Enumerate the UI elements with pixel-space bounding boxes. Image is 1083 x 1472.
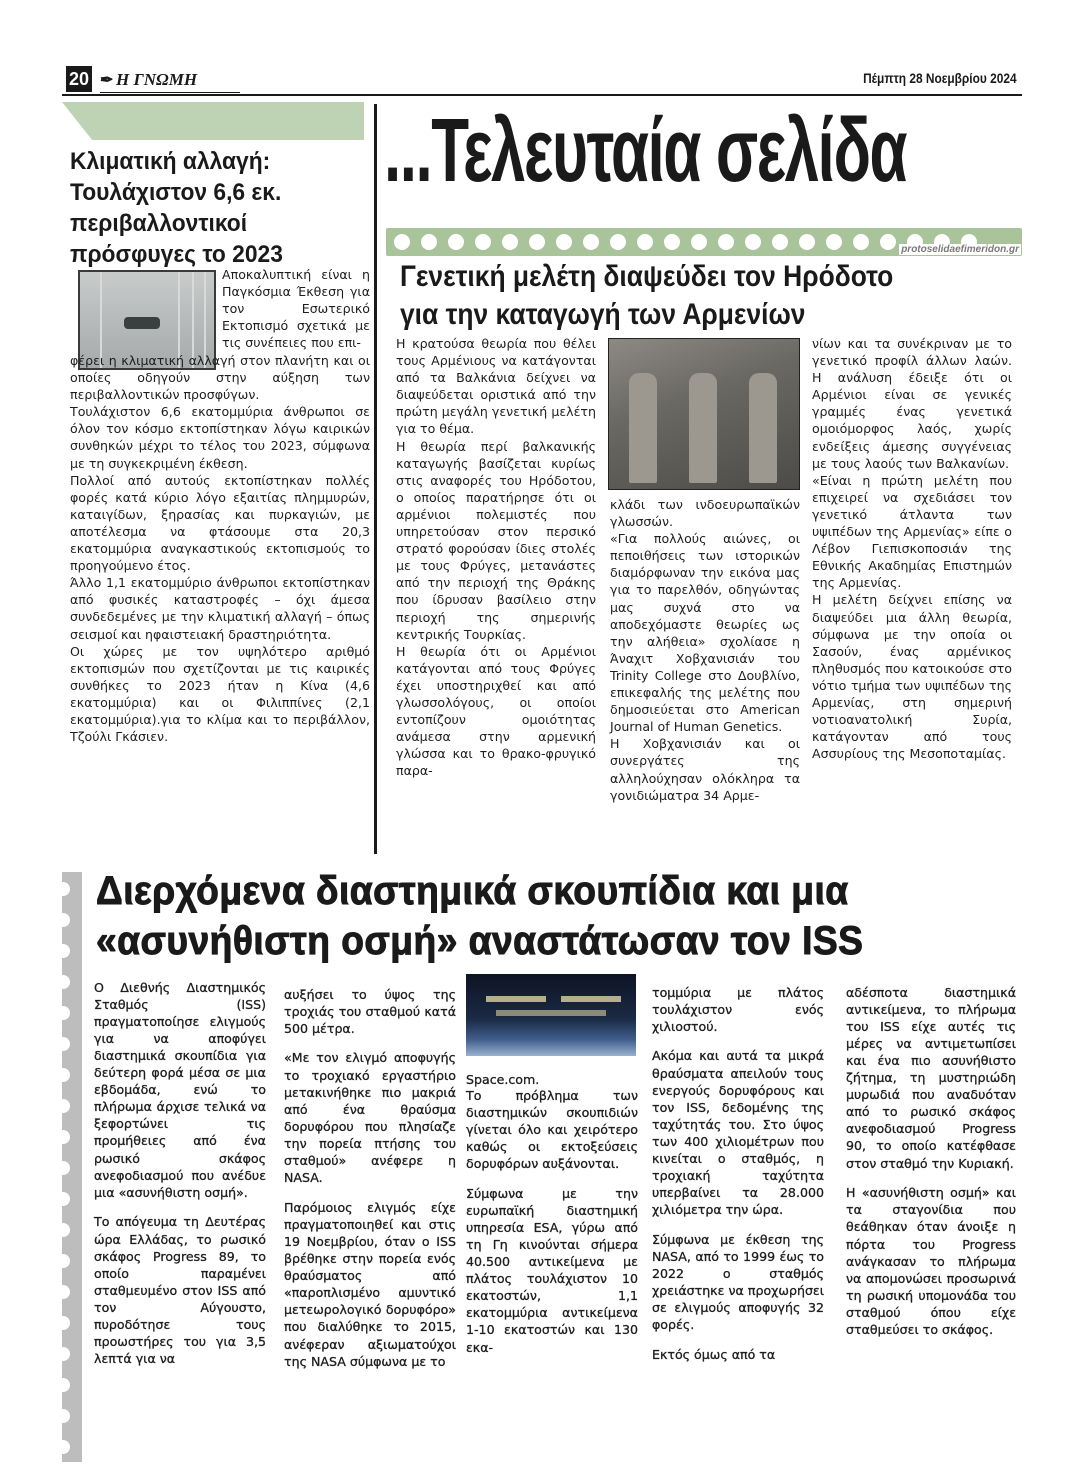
paragraph: Το πρόβλημα των διαστημικών σκουπιδιών γίνεται όλο και χειρότερο καθώς οι εκτοξεύσεις δορυφόρων αυξάνονται. [466, 1087, 638, 1171]
persian-relief-photo [608, 338, 800, 490]
paragraph: Εκτός όμως από τα [652, 1347, 776, 1363]
dot-decoration [664, 234, 680, 250]
headline-line: «ασυνήθιστη οσμή» αναστάτωσαν τον ISS [96, 919, 864, 963]
rail-notch [56, 1223, 70, 1237]
page-number: 20 [66, 66, 92, 92]
paragraph: Σύμφωνα με έκθεση της NASA, από το 1999 έως το 2022 ο σταθμός χρειάστηκε να προχωρήσει σε ελιγμούς αποφυγής 32 φορές. [652, 1232, 824, 1333]
header-rule [62, 94, 1022, 96]
rail-notch [56, 1285, 70, 1299]
rail-notch [56, 882, 70, 896]
photo-caption: Space.com. [466, 1071, 540, 1087]
paragraph: Η «ασυνήθιστη οσμή» και τα σταγονίδια που θεάθηκαν όταν άνοιξε η πόρτα του Progress ανάγκασαν το πλήρωμα να απομονώσει προσωρινά τη ρωσική υπομονάδα του σταθμού όπου είχε σταθμεύσει το σκάφος. [846, 1185, 1016, 1337]
paragraph: Η θεωρία ότι οι Αρμένιοι κατάγονται από τους Φρύγες έχει υποστηριχθεί και από γλωσσολόγους, οι οποίοι εντοπίζουν ομοιότητας ανάμεσα στην αρμενική γλώσσα και το θρακο-φρυγικό παρα- [396, 643, 596, 779]
issue-date: Πέμπτη 28 Νοεμβρίου 2024 [863, 70, 1017, 86]
dot-decoration [691, 234, 707, 250]
film-rail [62, 872, 82, 1462]
dot-decoration [556, 234, 572, 250]
iss-column-5 [846, 971, 1016, 1351]
dot-decoration [583, 234, 599, 250]
paragraph: αδέσποτα διαστημικά αντικείμενα, το πλήρωμα του ISS είχε αυτές τις μέρες να αντιμετωπίσει και ένα πιο ασυνήθιστο ζήτημα, τη μυστηριώδη μυρωδιά που αναδυόταν από το ρωσικό σκάφος ανεφοδιασμού Progress 90, το οποίο κατέφθασε στον σταθμό την Κυριακή. [846, 984, 1016, 1171]
climate-body [70, 352, 370, 745]
dot-decoration [529, 234, 545, 250]
rail-notch [56, 913, 70, 927]
dot-decoration [826, 234, 842, 250]
rail-notch [56, 1440, 70, 1454]
paragraph: Η θεωρία περί βαλκανικής καταγωγής βασίζεται κυρίως στις αναφορές του Ηρόδοτου, ο οποίος παρατήρησε ότι οι αρμένιοι πολεμιστές που υπηρετούσαν στον περσικό στρατό φορούσαν ίδιες στολές με τους Φρύγες, μετανάστες από την περιοχή της Θράκης που ίδρυσαν βασίλειο στην περιοχή της σημερινής κεντρικής Τουρκίας. [396, 438, 596, 642]
rail-notch [56, 1378, 70, 1392]
dot-decoration [853, 234, 869, 250]
rail-notch [56, 1161, 70, 1175]
armenians-headline [400, 258, 946, 334]
rail-notch [56, 1037, 70, 1051]
rail-notch [56, 1254, 70, 1268]
green-banner [62, 102, 364, 140]
rail-notch [56, 1068, 70, 1082]
dot-decoration [745, 234, 761, 250]
dot-decoration [475, 234, 491, 250]
armenians-column-3 [812, 335, 1012, 762]
space-station-photo [466, 974, 636, 1056]
rail-notch [56, 975, 70, 989]
paragraph: Η μελέτη δείχνει επίσης να διαψεύδει μια άλλη θεωρία, σύμφωνα με την οποία οι Σασούν, ένας αρμένικος πληθυσμός που κατοικούσε στο νότιο τμήμα των υψιπέδων της Αρμενίας, στη σημερινή νοτιοανατολική Συρία, κατάγονταν από τους Ασσυρίους της Μεσοποταμίας. [812, 592, 1012, 762]
iss-headline [96, 866, 961, 966]
paragraph: Σύμφωνα με την ευρωπαϊκή διαστημική υπηρεσία ESA, γύρω από τη Γη κινούνται σήμερα 40.500 αντικείμενα με πλάτος τουλάχιστον 10 εκατοστών, 1,1 εκατομμύρια αντικείμενα 1-10 εκατοστών και 130 εκα- [466, 1185, 638, 1355]
dot-decoration [610, 234, 626, 250]
dot-decoration [394, 234, 410, 250]
dot-decoration [448, 234, 464, 250]
newspaper-logo [100, 66, 240, 93]
paragraph: Οι χώρες με τον υψηλότερο αριθμό εκτοπισμών που σχετίζονται με τις καιρικές συνθήκες το 2023 ήταν η Κίνα (4,6 εκατομμύρια) και οι Φιλιππίνες (2,1 εκατομμύρια).για το κλίμα και το περιβάλλον, Τζούλι Γκάσιεν. [70, 643, 370, 745]
paragraph: Παρόμοιος ελιγμός είχε πραγματοποιηθεί και στις 19 Νοεμβρίου, όταν ο ISS βρέθηκε στην πορεία ενός θραύσματος από «παροπλισμένο αμυντικό μετεωρολογικό δορυφόρο» που διαλύθηκε το 2015, ανέφεραν αξιωματούχοι της NASA σύμφωνα με το [284, 1199, 456, 1369]
armenians-column-2 [610, 496, 800, 804]
watermark: protoselidaefimeridon.gr [901, 244, 1019, 255]
iss-column-3 [466, 1074, 638, 1368]
dot-decoration [421, 234, 437, 250]
dot-decoration [637, 234, 653, 250]
rail-notch [56, 1099, 70, 1113]
paragraph: τομμύρια με πλάτος τουλάχιστον ενός χιλιοστού. [652, 984, 824, 1034]
paragraph: «Για πολλούς αιώνες, οι πεποιθήσεις των ιστορικών διαμόρφωναν την εικόνα μας για το παρελθόν, οδηγώντας μας συχνά στο να αποδεχόμαστε θεωρίες ως την αλήθεια» σχολίασε η Άναχιτ Χοβχανισιάν του Trinity College στο Δουβλίνο, επικεφαλής της μελέτης που δημοσιεύεται στο American Journal of Human Genetics. [610, 531, 800, 735]
column-divider [374, 104, 377, 854]
paragraph: Η κρατούσα θεωρία που θέλει τους Αρμένιους να κατάγονται από τα Βαλκάνια δείχνει να διαψεύδεται οριστικά από την πρώτη μεγάλη γενετική μελέτη για το θέμα. [396, 336, 596, 437]
dot-decoration [880, 234, 896, 250]
bird-icon: ✒ [100, 72, 114, 89]
paragraph: Η Χοβχανισιάν και οι συνεργάτες της αλληλούχησαν ολόκληρα τα γονιδιώματρα 34 Αρμε- [610, 736, 800, 803]
dot-decoration [772, 234, 788, 250]
dot-decoration [502, 234, 518, 250]
paragraph: Ο Διεθνής Διαστημικός Σταθμός (ISS) πραγματοποίησε ελιγμούς για να αποφύγει διαστημικά σκουπίδια για δεύτερη φορά μέσα σε μια εβδομάδα, ενώ το πλήρωμα άρχισε τελικά να ξεφορτώνει τις προμήθειες από ένα ρωσικό σκάφος ανεφοδιασμού που ανέδυε μια «ασυνήθιστη οσμή». [94, 979, 266, 1200]
iss-column-2 [284, 973, 456, 1382]
paragraph: «Με τον ελιγμό αποφυγής το τροχιακό εργαστήριο μετακινήθηκε πιο μακριά από ένα θραύσμα δορυφόρου που πλησίαζε την πορεία πτήσης του σταθμού» ανέφερε η NASA. [284, 1050, 456, 1186]
rail-notch [56, 1192, 70, 1206]
climate-headline: Κλιματική αλλαγή: Τουλάχιστον 6,6 εκ. περιβαλλοντικοί πρόσφυγες το 2023 [70, 148, 283, 268]
paragraph: αυξήσει το ύψος της τροχιάς του σταθμού κατά 500 μέτρα. [284, 986, 456, 1036]
rail-notch [56, 1409, 70, 1423]
iss-column-1 [94, 966, 266, 1380]
section-title: ...Τελευταία σελίδα [384, 100, 907, 201]
armenians-column-1 [396, 335, 596, 779]
newspaper-name: Η ΓΝΩΜΗ [116, 70, 198, 89]
paragraph: Ακόμα και αυτά τα μικρά θραύσματα απειλούν τους ενεργούς δορυφόρους και τον ISS, δεδομένης της ταχύτητάς του. Στο ύψος των 400 χιλιομέτρων που κινείται ο σταθμός, η τροχιακή ταχύτητα υπερβαίνει τα 28.000 χιλιόμετρα την ώρα. [652, 1048, 824, 1218]
rail-notch [56, 944, 70, 958]
rail-notch [56, 1316, 70, 1330]
dot-decoration [799, 234, 815, 250]
paragraph: φέρει η κλιματική αλλαγή στον πλανήτη και οι οποίες οδηγούν στην αύξηση των περιβαλλοντικών προσφύγων. [70, 353, 370, 403]
climate-lead: Αποκαλυπτική είναι η Παγκόσμια Έκθεση για τον Εσωτερικό Εκτοπισμό σχετικά με τις συνέπειες που επι- [222, 267, 370, 351]
paragraph: κλάδι των ινδοευρωπαϊκών γλωσσών. [610, 497, 800, 530]
iss-column-4 [652, 971, 824, 1376]
paragraph: «Είναι η πρώτη μελέτη που επιχειρεί να σχεδιάσει τον γενετικό άτλαντα των υψιπέδων της Αρμενίας» είπε ο Λέβον Γιεπισκοποσιάν της Εθνικής Ακαδημίας Επιστημών της Αρμενίας. [812, 472, 1012, 591]
paragraph: Τουλάχιστον 6,6 εκατομμύρια άνθρωποι σε όλον τον κόσμο εκτοπίστηκαν λόγω καιρικών συνθηκών μέχρι το τέλος του 2023, σύμφωνα με τη συγκεκριμένη έκθεση. [70, 404, 370, 471]
rail-notch [56, 1006, 70, 1020]
rail-notch [56, 1130, 70, 1144]
headline-line: Γενετική μελέτη διαψεύδει τον Ηρόδοτο [400, 260, 894, 293]
paragraph: νίων και τα συνέκριναν με το γενετικό προφίλ άλλων λαών. Η ανάλυση έδειξε ότι οι Αρμένιοι είναι σε γενικές γραμμές ένας γενετικά ομοιόμορφος λαός, χωρίς ενδείξεις άμεσης συγγένειας με τους λαούς των Βαλκανίων. [812, 336, 1012, 471]
paragraph: Άλλο 1,1 εκατομμύριο άνθρωποι εκτοπίστηκαν από φυσικές καταστροφές – όχι άμεσα συνδεδεμένες με την κλιματική αλλαγή – όπως σεισμοί και ηφαιστειακή δραστηριότητα. [70, 575, 370, 642]
headline-line: Διερχόμενα διαστημικά σκουπίδια και μια [96, 869, 849, 913]
paragraph: Το απόγευμα τη Δευτέρας ώρα Ελλάδας, το ρωσικό σκάφος Progress 89, το οποίο παραμένει σταθμευμένο στον ISS από τον Αύγουστο, πυροδότησε τους προωστήρες του για 3,5 λεπτά για να [94, 1214, 266, 1367]
rail-notch [56, 1347, 70, 1361]
dot-decoration [718, 234, 734, 250]
headline-line: για την καταγωγή των Αρμενίων [400, 298, 806, 331]
paragraph: Πολλοί από αυτούς εκτοπίστηκαν πολλές φορές κατά κύριο λόγο εξαιτίας πλημμυρών, καταιγίδων, ξηρασίας και πυρκαγιών, με αποτέλεσμα να φτάσουμε στα 20,3 εκατομμύρια αναγκαστικούς εκτοπισμούς το προηγούμενο έτος. [70, 472, 370, 574]
